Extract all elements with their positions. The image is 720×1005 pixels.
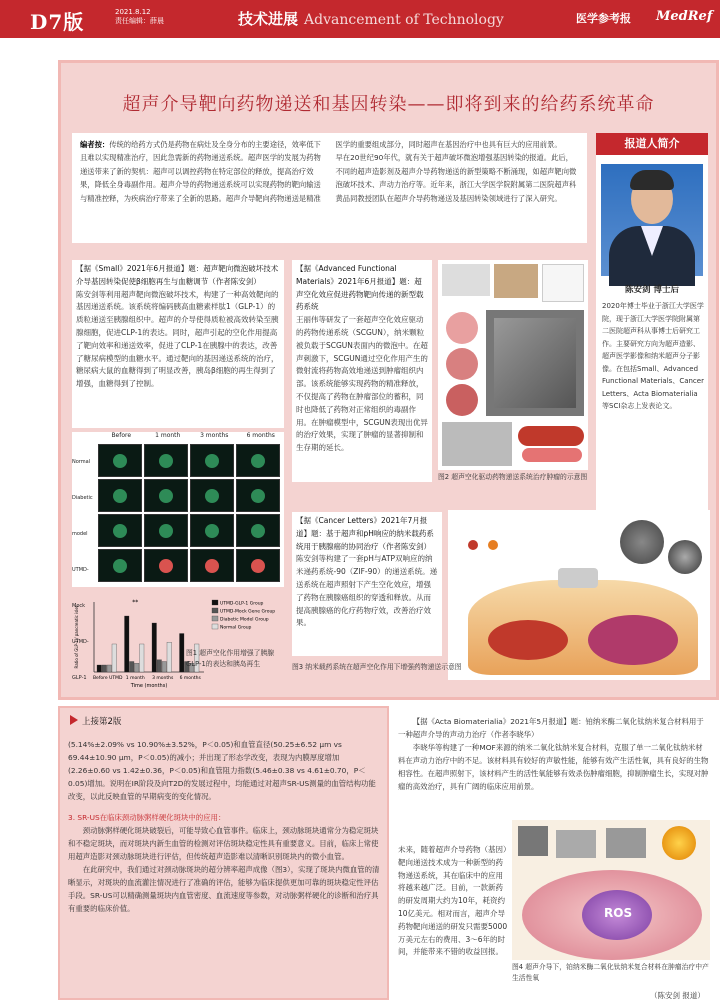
reporter-bio: 2020年博士毕业于浙江大学医学院，现于浙江大学医学院附属第二医院超声科从事博士后研究工作。主要研究方向为超声造影、超声医学影像和纳米超声分子影像。在包括Small、Advanced Functional Materials、Cancer Letters、Acta Biomaterialia等SCI杂志上发表论文。 bbox=[602, 302, 704, 410]
signature: （陈安剑 报道） bbox=[650, 991, 705, 1000]
bar bbox=[125, 616, 130, 672]
microscopy-cell bbox=[190, 479, 234, 512]
bar bbox=[112, 644, 117, 672]
article-cancer-letters: 【据《Cancer Letters》2021年7月报道】题：基于超声和pH响应的纳米载药系统用于胰腺癌的协同治疗（作者陈安剑） 陈安剑等构建了一套pH与ATP双响应的纳米递药系统-90（ZIF-90）的递送系统。递送系统在超声照射下产生空化效应，增强了药物在胰腺癌组织的穿透和释放。从而提高胰腺癌的化疗药物疗效，改善治疗效果。 bbox=[292, 512, 442, 656]
legend-label: Normal Group bbox=[220, 625, 252, 631]
bar bbox=[167, 642, 172, 672]
reporter-photo bbox=[601, 164, 703, 276]
ros-label: ROS bbox=[604, 906, 633, 920]
figure-2-caption: 图2 超声空化驱动药物递送系统治疗肿瘤的示意图 bbox=[438, 473, 588, 481]
legend-swatch bbox=[212, 616, 218, 621]
figure-3-caption: 图3 纳米载药系统在超声空化作用下增强药物递送示意图 bbox=[292, 663, 462, 671]
figure-1-microscopy: Before 1 month 3 months 6 months Normal Diabetic model UTMD-Mock UTMD-GLP-1 bbox=[72, 432, 284, 587]
continued-label: 上接第2版 bbox=[70, 715, 375, 735]
reporter-heading: 报道人简介 bbox=[596, 133, 708, 155]
bar bbox=[102, 665, 107, 672]
bar bbox=[135, 663, 140, 672]
microscopy-cell bbox=[236, 549, 280, 582]
legend-label: UTMD-Mock Gene Group bbox=[220, 609, 276, 615]
editor-label: 责任编辑： bbox=[115, 17, 150, 25]
bar bbox=[162, 662, 167, 673]
article-acta-cont: 未来，随着超声介导药物（基因）靶向递送技术成为一种新型的药物递送系统，其在临床中的应用将越来越广泛。目前，一款新药的研发周期大约为10年，耗资约10亿美元。相对而言，超声介导药物靶向递送的研发只需要5000万美元左右的费用、3～6年的时间，并能带来不错的收益回报。 bbox=[398, 844, 508, 990]
figure-3-image bbox=[448, 510, 710, 680]
bar bbox=[157, 660, 162, 672]
article-afm: 【据《Advanced Functional Materials》2021年6月报道】题：超声空化效应促进药物靶向传递的新型载药系统 王丽伟等研发了一套超声空化效应驱动的药物传递系统（SCGUN），纳米颗粒被负载于SCGUN表面内的微泡中。在超声刺激下，SCGUN通过空化作用产生的微射流将药物高效地递送到肿瘤组织内部。该系统能够实现药物的精准释放，不仅提高了药物在肿瘤部位的蓄积，同时也降低了药物对正常组织的毒副作用。在肿瘤模型中，SCGUN表现出优异的治疗效果，实现了肿瘤的显著抑制和生存期的延长。 bbox=[292, 260, 432, 482]
microscopy-cell bbox=[144, 514, 188, 547]
bar bbox=[152, 623, 157, 672]
microscopy-cell bbox=[98, 549, 142, 582]
microscopy-cell bbox=[98, 514, 142, 547]
legend-label: UTMD-GLP-1 Group bbox=[220, 601, 264, 607]
article-title: 超声介导靶向药物递送和基因转染——即将到来的给药系统革命 bbox=[122, 94, 655, 115]
figure-1-chart bbox=[72, 590, 284, 690]
x-tick-label: 6 months bbox=[179, 676, 201, 681]
microscopy-cell bbox=[190, 549, 234, 582]
legend-swatch bbox=[212, 600, 218, 605]
figure-1-caption: 图1 超声空化作用增强了胰腺GLP-1的表达和胰岛再生 bbox=[186, 649, 275, 668]
x-tick-label: 3 months bbox=[152, 676, 174, 681]
continued-arrow-icon bbox=[70, 715, 78, 725]
microscopy-cell bbox=[144, 549, 188, 582]
brand-en-logo: MedRef bbox=[656, 9, 713, 24]
brand-cn: 医学参考报 bbox=[576, 12, 631, 25]
legend-label: Diabetic Model Group bbox=[220, 617, 269, 623]
bar bbox=[97, 665, 102, 672]
section-title: 技术进展 Advancement of Technology bbox=[238, 10, 504, 28]
figure-4-caption: 图4 超声介导下，铂纳米酶二氧化钛纳米复合材料在肿瘤治疗中产生活性氧 bbox=[512, 963, 709, 982]
issue-date: 2021.8.12 责任编辑：薛晨 bbox=[115, 8, 164, 25]
microscopy-cell bbox=[98, 479, 142, 512]
editor-name: 薛晨 bbox=[150, 17, 164, 25]
microscopy-cell bbox=[190, 514, 234, 547]
microscopy-cell bbox=[98, 444, 142, 477]
editor-note: 编者按：传统的给药方式仍是药物在病灶及全身分布的主要途径，效率低下且难以实现精准治疗，因此急需新的药物递送系统。超声医学的发展为药物递送带来了新的契机：超声可以调控药物在特定部位的释放，提高治疗效果，降低全身毒副作用。超声介导的药物递送系统可以实现药物的靶向输送与精准控释，为疾病治疗带来了全新的思路。超声介导靶向药物递送是精准医学的重要组成部分，同时超声在基因治疗中也具有巨大的应用前景。 早在20世纪90年代，就有关于超声破坏微泡增强基因转染的报道。此后，不同的超声造影剂及超声介导药物递送的新型策略不断涌现，如超声靶向微泡破坏技术、声动力治疗等。近年来，浙江大学医学院附属第二医院超声科黄品同教授团队在超声介导药物递送及基因转染领域进行了深入研究。 bbox=[72, 133, 587, 243]
significance-mark: ** bbox=[132, 599, 139, 606]
x-tick-label: Before UTMD bbox=[92, 676, 123, 681]
microscopy-cell bbox=[144, 479, 188, 512]
microscopy-cell bbox=[190, 444, 234, 477]
continued-article: (5.14%±2.09% vs 10.90%±3.52%，P＜0.05)和血管直径(50.25±6.52 μm vs 69.44±10.90 μm，P＜0.05)的减小；并出现了形态学改变，表现为内膜厚度增加(2.26±0.60 vs 1.42±0.36，P＜0.05)和血管阻力指数(5.46±0.38 vs 4.61±0.70，P＜0.05)增加。说明在IR阶段及向T2D的发展过程中，均能通过对超声SR-US测量的血管结构功能改变，以此反映血管的早期病变的变化情况。 3. SR-US在临床颈动脉粥样硬化斑块中的应用： 颈动脉粥样硬化斑块破裂后，可能导致心血管事件。临床上，颈动脉斑块通常分为稳定斑块和不稳定斑块，而对斑块内新生血管的检测对评估斑块稳定性具有重要意义。目前，临床上常使用超声造影对颈动脉斑块进行评估，但传统超声造影难以清晰识别斑块内的微小血管。 在此研究中，我们通过对颈动脉斑块的超分辨率超声成像（图3），实现了斑块内微血管的清晰显示，对斑块的血流灌注情况进行了准确的评估，能够为临床提供更加可靠的斑块稳定性评估手段。SR-US可以精确测量斑块内血管密度、血流速度等参数，对动脉粥样硬化的诊断和治疗具有重要的临床价值。 bbox=[68, 740, 380, 913]
figure-2-image bbox=[438, 260, 588, 470]
legend-swatch bbox=[212, 624, 218, 629]
microscopy-cell bbox=[236, 514, 280, 547]
page-header bbox=[0, 0, 720, 38]
x-tick-label: 1 month bbox=[125, 676, 145, 681]
bar bbox=[107, 665, 112, 672]
microscopy-cell bbox=[144, 444, 188, 477]
article-acta: 【据《Acta Biomaterialia》2021年5月报道】题：铂纳米酶二氧化钛纳米复合材料用于一种超声介导的声动力治疗（作者李晓华） 李晓华等构建了一种MOF来源的纳米二氧化钛纳米复合材料，克服了单一二氧化钛纳米材料在声动力治疗中的不足。该材料具有较好的声敏性能，能够有效产生活性氧，具有良好的生物相容性。在超声照射下，该材料产生的活性氧能够有效杀伤肿瘤细胞，抑制肿瘤生长，实现对肿瘤的高效治疗，具有广阔的临床应用前景。 bbox=[398, 717, 709, 791]
microscopy-cell bbox=[236, 444, 280, 477]
microscopy-cell bbox=[236, 479, 280, 512]
figure-4-image bbox=[512, 820, 710, 960]
y-axis-label: Ratio of GLP-1 / pancreatic islet bbox=[74, 605, 79, 669]
bar bbox=[130, 662, 135, 673]
x-axis-label: Time (months) bbox=[130, 683, 168, 689]
bar bbox=[140, 644, 145, 672]
bar bbox=[180, 634, 185, 673]
legend-swatch bbox=[212, 608, 218, 613]
page-number: D7版 bbox=[30, 10, 85, 34]
article-small: 【据《Small》2021年6月报道】题：超声靶向微泡破坏技术介导基因转染促使β细胞再生与血糖调节（作者陈安剑） 陈安剑等利用超声靶向微泡破坏技术，构建了一种高效靶向的基因递送系统。该系统将编码胰高血糖素样肽1（GLP-1）的质粒递送至胰腺组织中。超声的介导使得质粒被高效转染至胰腺细胞，促进CLP-1的表达。同时，超声引起的空化作用提高了靶向效率和递送效率，促进了CLP-1在胰腺中的表达，改善了糖尿病模型的血糖水平。通过靶向的基因递送系统的治疗，糖尿病大鼠的血糖得到了明显改善，胰岛β细胞的再生得到了增强，血糖得到了控制。 bbox=[72, 260, 284, 428]
reporter-name: 陈安剑 博士后 bbox=[625, 285, 679, 295]
